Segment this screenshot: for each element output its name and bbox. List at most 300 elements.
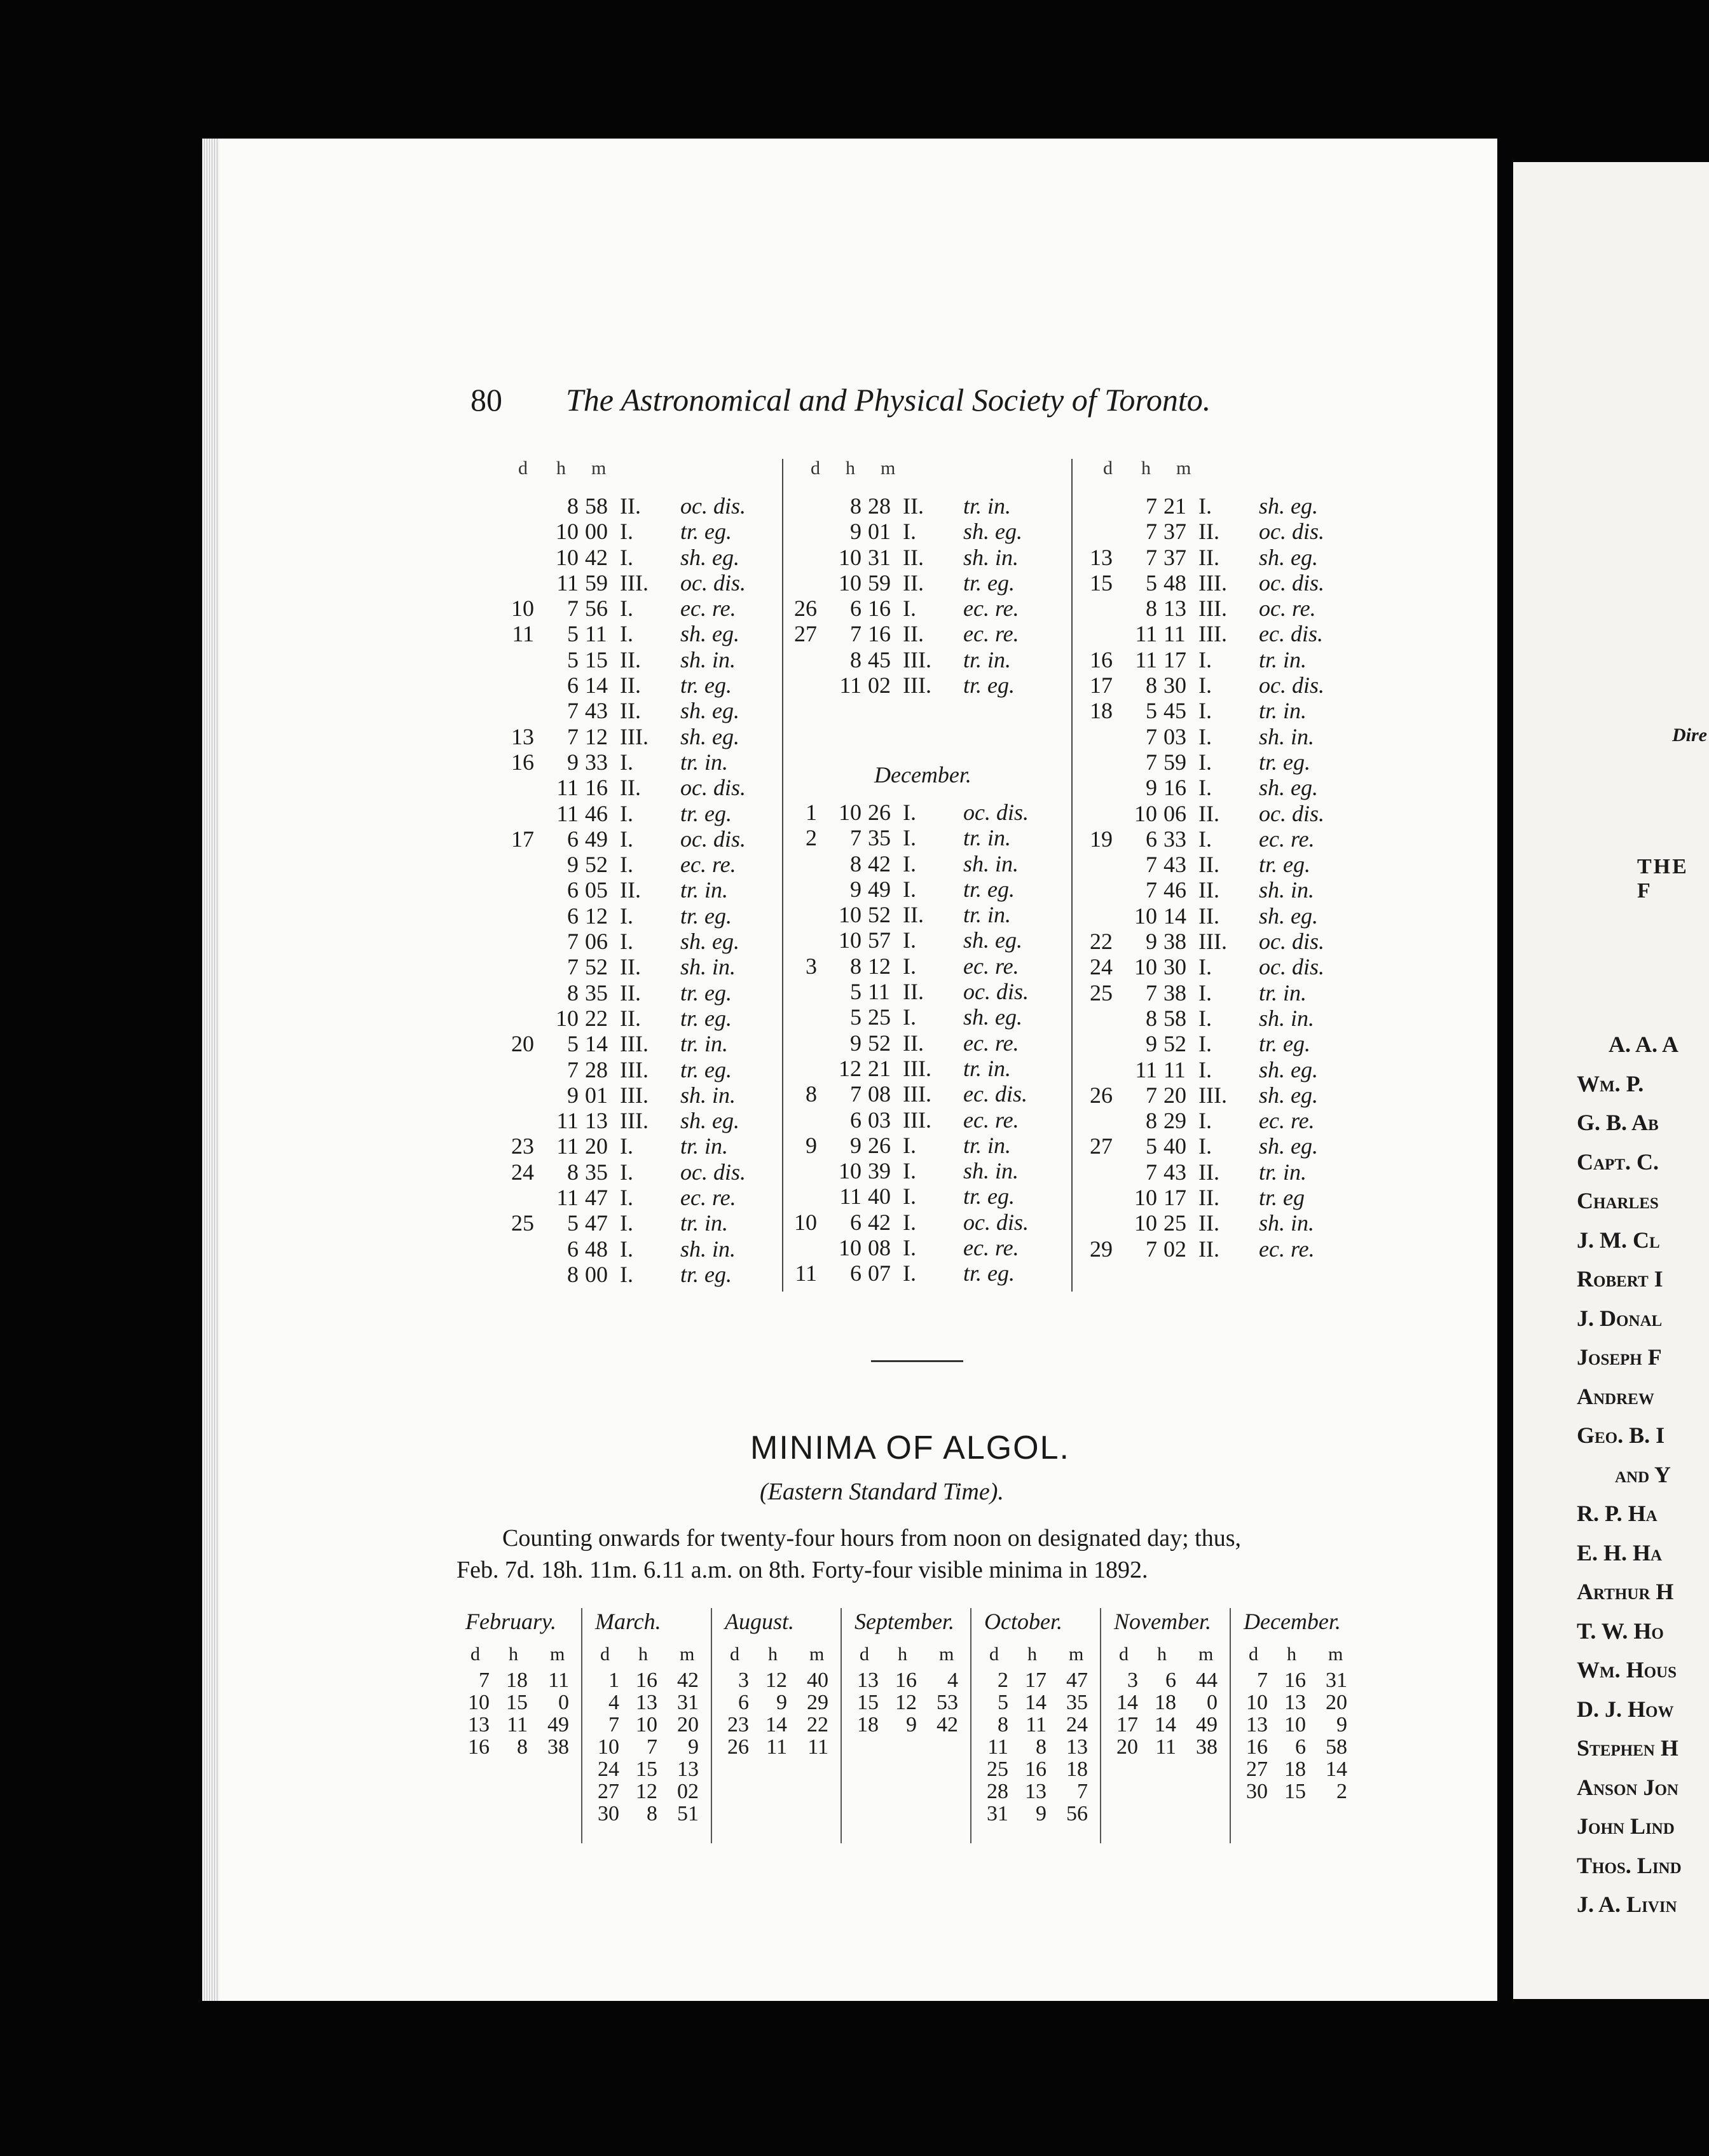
day: 13	[468, 1713, 490, 1736]
minute: 47	[585, 1185, 608, 1211]
phenomenon: oc. dis.	[963, 800, 1029, 825]
phenomenon: ec. dis.	[1259, 621, 1323, 647]
satellite: I.	[620, 1210, 633, 1236]
header-m: m	[809, 1644, 825, 1665]
hour: 11	[556, 1108, 579, 1134]
minimum-row	[587, 1736, 708, 1758]
minute: 57	[868, 927, 891, 953]
satellite: I.	[620, 1133, 633, 1159]
phenomenon: tr. in.	[680, 1031, 729, 1057]
minimum-row	[1236, 1758, 1357, 1780]
phenomenon: sh. eg.	[1259, 493, 1318, 519]
member-name: J. Donal	[1577, 1305, 1663, 1331]
day: 16	[511, 749, 534, 775]
minute: 06	[1163, 800, 1186, 826]
minimum-row	[1236, 1691, 1357, 1714]
phenomenon: oc. dis.	[1259, 929, 1324, 955]
minute: 12	[585, 723, 608, 749]
phenomenon: tr. in.	[1259, 1159, 1307, 1185]
minute: 38	[1196, 1735, 1218, 1759]
phenomenon: tr. in.	[963, 1055, 1012, 1081]
phenomenon: sh. eg.	[963, 519, 1022, 545]
hour: 16	[1025, 1757, 1047, 1781]
day: 24	[1090, 954, 1113, 980]
member-name: Arthur H	[1577, 1579, 1674, 1604]
day: 11	[795, 1260, 817, 1286]
minimum-row	[1236, 1669, 1357, 1691]
phenomenon: oc. dis.	[680, 775, 746, 801]
phenomenon: tr. eg.	[680, 903, 732, 929]
day: 13	[1090, 544, 1113, 570]
minute: 13	[1163, 596, 1186, 622]
member-name: J. M. Cl	[1577, 1227, 1660, 1253]
phenomenon: oc. dis.	[1259, 672, 1324, 699]
header-d: d	[1249, 1644, 1258, 1665]
minimum-row	[977, 1669, 1097, 1691]
hour: 11	[556, 1185, 579, 1211]
hour: 15	[1284, 1780, 1306, 1803]
hour: 14	[1025, 1691, 1047, 1714]
hour: 10	[1134, 800, 1157, 826]
satellite: I.	[903, 1235, 916, 1261]
day: 10	[598, 1735, 619, 1759]
phenomenon: sh. eg.	[1259, 1056, 1318, 1082]
satellite: I.	[903, 1260, 916, 1286]
hour: 7	[1146, 749, 1157, 775]
algol-intro-line-1: Counting onwards for twenty-four hours from noon on designated day; thus,	[502, 1525, 1241, 1552]
satellite: II.	[1198, 1210, 1219, 1236]
day: 17	[511, 826, 534, 852]
phenomenon: tr. in.	[680, 1210, 729, 1236]
hour: 6	[567, 672, 579, 699]
day: 8	[806, 1081, 817, 1107]
day: 15	[1090, 570, 1113, 596]
header-d: d	[518, 458, 528, 479]
member-name: Robert I	[1577, 1266, 1663, 1292]
day: 17	[1116, 1713, 1138, 1736]
page-number: 80	[470, 382, 502, 418]
satellite: III.	[1198, 621, 1227, 647]
satellite: III.	[1198, 929, 1227, 955]
phenomenon: oc. dis.	[680, 826, 746, 852]
hour: 7	[1146, 1236, 1157, 1262]
minute: 01	[585, 1082, 608, 1108]
member-name: J. A. Livin	[1577, 1892, 1677, 1917]
minute: 13	[1066, 1735, 1088, 1759]
header-d: d	[1119, 1644, 1129, 1665]
satellite: III.	[1198, 596, 1227, 622]
phenomenon: sh. in.	[680, 646, 736, 672]
phenomenon: tr. in.	[963, 646, 1012, 672]
member-name: Thos. Lind	[1577, 1852, 1682, 1878]
section-rule	[871, 1360, 963, 1362]
phenomenon: sh. in.	[1259, 1005, 1315, 1031]
minute: 30	[1163, 672, 1186, 699]
minute: 12	[868, 953, 891, 979]
satellite: I.	[620, 903, 633, 929]
satellite: II.	[903, 493, 924, 519]
minute: 58	[585, 493, 608, 519]
member-name: T. W. Ho	[1577, 1618, 1664, 1644]
day: 30	[598, 1802, 619, 1825]
satellite: II.	[1198, 903, 1219, 929]
hour: 7	[1146, 544, 1157, 570]
minute: 58	[1163, 1005, 1186, 1031]
minute: 03	[868, 1107, 891, 1133]
day: 25	[1090, 979, 1113, 1006]
header-d: d	[860, 1644, 869, 1665]
member-name: E. H. Ha	[1577, 1539, 1663, 1566]
satellite: II.	[1198, 519, 1219, 545]
minute: 37	[1163, 544, 1186, 570]
satellite: II.	[620, 775, 641, 801]
satellite: I.	[620, 621, 633, 647]
hour: 6	[850, 1107, 861, 1133]
hour: 8	[567, 1159, 579, 1185]
hour: 9	[1146, 929, 1157, 955]
minute: 58	[1326, 1735, 1347, 1759]
minimum-row	[977, 1780, 1097, 1803]
header-m: m	[1198, 1644, 1214, 1665]
day: 25	[511, 1210, 534, 1236]
phenomenon: tr. in.	[963, 825, 1012, 851]
satellite: II.	[903, 570, 924, 596]
hour: 5	[1146, 698, 1157, 724]
minute: 38	[547, 1735, 569, 1759]
satellite: I.	[1198, 723, 1212, 749]
day: 10	[511, 596, 534, 622]
minute: 52	[585, 954, 608, 980]
minute: 13	[585, 1108, 608, 1134]
hour: 12	[839, 1055, 861, 1081]
hour: 10	[839, 570, 861, 596]
minute: 25	[868, 1004, 891, 1030]
header-h: h	[1027, 1644, 1037, 1665]
member-name: Wm. P.	[1577, 1070, 1644, 1096]
day: 24	[511, 1159, 534, 1185]
satellite: II.	[620, 954, 641, 980]
month-divider	[581, 1608, 582, 1843]
member-name: G. B. Ab	[1577, 1110, 1659, 1135]
header-h: h	[1141, 458, 1151, 479]
satellite: I.	[620, 1185, 633, 1211]
minute: 30	[1163, 954, 1186, 980]
day: 27	[598, 1780, 619, 1803]
algol-title: MINIMA OF ALGOL.	[750, 1429, 1070, 1466]
day: 9	[806, 1132, 817, 1158]
hour: 16	[1284, 1668, 1306, 1692]
minimum-row	[458, 1714, 579, 1736]
minute: 9	[688, 1735, 699, 1759]
header-h: h	[768, 1644, 778, 1665]
phenomenon: ec. re.	[963, 596, 1019, 622]
satellite: III.	[903, 672, 931, 699]
hour: 6	[1146, 826, 1157, 852]
minute: 08	[868, 1081, 891, 1107]
phenomenon: tr. eg.	[680, 519, 732, 545]
phenomenon: ec. dis.	[963, 1081, 1027, 1107]
satellite: III.	[620, 1031, 649, 1057]
satellite: I.	[1198, 1005, 1212, 1031]
hour: 9	[776, 1691, 787, 1714]
day: 27	[794, 621, 817, 647]
column-divider	[1071, 459, 1073, 1292]
hour: 11	[556, 1133, 579, 1159]
phenomenon: tr. eg.	[1259, 852, 1310, 878]
algol-intro-line-2: Feb. 7d. 18h. 11m. 6.11 a.m. on 8th. Forty-four visible minima in 1892.	[456, 1557, 1148, 1583]
facing-page-heading: THE F	[1637, 855, 1689, 903]
minute: 35	[585, 979, 608, 1006]
hour: 10	[1134, 1185, 1157, 1211]
minute: 38	[1163, 929, 1186, 955]
minute: 03	[1163, 723, 1186, 749]
minimum-row	[977, 1803, 1097, 1825]
hour: 8	[567, 1261, 579, 1287]
minute: 31	[1326, 1668, 1347, 1692]
hour: 6	[850, 596, 861, 622]
phenomenon: oc. dis.	[963, 979, 1029, 1005]
day: 6	[738, 1691, 749, 1714]
day: 7	[479, 1668, 490, 1692]
phenomenon: tr. in.	[963, 902, 1012, 928]
satellite: I.	[903, 927, 916, 953]
hour: 8	[850, 493, 861, 519]
phenomenon: sh. in.	[963, 544, 1019, 570]
hour: 5	[567, 1210, 579, 1236]
month-name: March.	[595, 1609, 661, 1634]
satellite: I.	[903, 850, 916, 877]
phenomenon: tr. eg.	[1259, 1031, 1310, 1057]
header-h: h	[509, 1644, 518, 1665]
minute: 52	[868, 1030, 891, 1056]
minute: 20	[585, 1133, 608, 1159]
minute: 26	[868, 800, 891, 825]
minute: 01	[868, 519, 891, 545]
facing-page-fragment: Dire	[1672, 725, 1707, 746]
day: 24	[598, 1757, 619, 1781]
phenomenon: sh. eg.	[680, 621, 739, 647]
minute: 38	[1163, 979, 1186, 1006]
minute: 43	[1163, 852, 1186, 878]
hour: 6	[567, 826, 579, 852]
member-list	[1577, 1031, 1682, 1930]
minimum-row	[1236, 1736, 1357, 1758]
minute: 52	[585, 852, 608, 878]
phenomenon: tr. eg.	[963, 570, 1015, 596]
minute: 59	[585, 570, 608, 596]
minute: 16	[868, 621, 891, 647]
hour: 9	[1146, 1031, 1157, 1057]
satellite: I.	[1198, 493, 1212, 519]
hour: 8	[1146, 672, 1157, 699]
phenomenon: sh. eg.	[1259, 903, 1318, 929]
minute: 39	[868, 1158, 891, 1184]
satellite: I.	[620, 1159, 633, 1185]
hour: 9	[567, 1082, 579, 1108]
satellite: I.	[903, 596, 916, 622]
header-d: d	[1103, 458, 1113, 479]
phenomenon: sh. in.	[1259, 877, 1315, 903]
header-h: h	[638, 1644, 648, 1665]
hour: 6	[1165, 1668, 1176, 1692]
day: 13	[1246, 1713, 1268, 1736]
hour: 11	[1135, 646, 1157, 672]
hour: 10	[556, 544, 579, 570]
hour: 8	[850, 953, 861, 979]
day: 23	[727, 1713, 749, 1736]
phenomenon: tr. eg.	[963, 1260, 1015, 1286]
hour: 7	[567, 596, 579, 622]
hour: 11	[556, 775, 579, 801]
satellite: I.	[1198, 646, 1212, 672]
minute: 49	[585, 826, 608, 852]
minimum-row	[847, 1669, 968, 1691]
phenomenon: oc. re.	[1259, 596, 1316, 622]
hour: 8	[1036, 1735, 1047, 1759]
member-name: A. A. A	[1609, 1032, 1679, 1057]
satellite: I.	[903, 800, 916, 825]
minute: 11	[585, 621, 607, 647]
month-divider	[1100, 1608, 1101, 1843]
day: 27	[1090, 1133, 1113, 1159]
day: 17	[1090, 672, 1113, 699]
phenomenon: tr. eg.	[680, 1056, 732, 1082]
day: 3	[1127, 1668, 1138, 1692]
day: 13	[511, 723, 534, 749]
minute: 0	[558, 1691, 569, 1714]
satellite: I.	[620, 596, 633, 622]
hour: 10	[1284, 1713, 1306, 1736]
satellite: I.	[903, 825, 916, 851]
phenomenon: ec. re.	[963, 1107, 1019, 1133]
day: 19	[1090, 826, 1113, 852]
minute: 06	[585, 929, 608, 955]
day: 4	[608, 1691, 619, 1714]
phenomenon: sh. eg.	[963, 927, 1022, 953]
minute: 45	[868, 646, 891, 672]
hour: 10	[1134, 903, 1157, 929]
minute: 16	[585, 775, 608, 801]
member-name: Stephen H	[1577, 1735, 1678, 1761]
phenomenon: tr. eg.	[963, 1184, 1015, 1210]
minute: 00	[585, 519, 608, 545]
satellite: I.	[1198, 672, 1212, 699]
satellite: III.	[903, 1107, 931, 1133]
header-m: m	[1176, 458, 1191, 479]
header-h: h	[1287, 1644, 1296, 1665]
minute: 29	[807, 1691, 828, 1714]
satellite: III.	[620, 1082, 649, 1108]
minute: 35	[868, 825, 891, 851]
hour: 6	[567, 877, 579, 903]
phenomenon: sh. eg.	[680, 929, 739, 955]
phenomenon: oc. dis.	[1259, 570, 1324, 596]
header-m: m	[1328, 1644, 1343, 1665]
hour: 12	[765, 1668, 787, 1692]
satellite: II.	[1198, 1185, 1219, 1211]
minute: 46	[585, 800, 608, 826]
satellite: III.	[620, 570, 649, 596]
phenomenon: tr. eg.	[1259, 749, 1310, 775]
satellite: I.	[1198, 826, 1212, 852]
minute: 49	[1196, 1713, 1218, 1736]
minute: 40	[868, 1184, 891, 1210]
minima-rows	[717, 1669, 838, 1758]
minute: 28	[868, 493, 891, 519]
hour: 9	[1036, 1802, 1047, 1825]
day: 29	[1090, 1236, 1113, 1262]
hour: 9	[906, 1713, 917, 1736]
minute: 20	[677, 1713, 699, 1736]
minute: 42	[868, 850, 891, 877]
minimum-row	[717, 1736, 838, 1758]
minute: 31	[677, 1691, 699, 1714]
day: 7	[608, 1713, 619, 1736]
minute: 56	[585, 596, 608, 622]
minimum-row	[587, 1714, 708, 1736]
satellite: I.	[903, 1132, 916, 1158]
minute: 02	[1163, 1236, 1186, 1262]
phenomenon: ec. re.	[963, 621, 1019, 647]
hour: 9	[850, 519, 861, 545]
phenomenon: tr. in.	[1259, 979, 1307, 1006]
minimum-row	[458, 1669, 579, 1691]
phenomenon: tr. eg.	[963, 672, 1015, 699]
minimum-row	[587, 1803, 708, 1825]
phenomenon: sh. in.	[963, 1158, 1019, 1184]
satellite: II.	[620, 877, 641, 903]
satellite: II.	[1198, 877, 1219, 903]
hour: 11	[839, 672, 861, 699]
day: 7	[1257, 1668, 1268, 1692]
minimum-row	[1236, 1714, 1357, 1736]
minute: 43	[585, 698, 608, 724]
hour: 7	[647, 1735, 657, 1759]
member-name: Andrew	[1577, 1383, 1654, 1409]
hour: 8	[647, 1802, 657, 1825]
minimum-row	[1236, 1780, 1357, 1803]
phenomenon: sh. eg.	[680, 544, 739, 570]
minimum-row	[1106, 1669, 1227, 1691]
day: 3	[806, 953, 817, 979]
satellite: I.	[620, 852, 633, 878]
hour: 10	[839, 927, 861, 953]
day: 23	[511, 1133, 534, 1159]
satellite: III.	[903, 1055, 931, 1081]
minute: 43	[1163, 1159, 1186, 1185]
phenomenon: sh. in.	[1259, 723, 1315, 749]
hour: 10	[839, 1235, 861, 1261]
satellite: I.	[903, 1184, 916, 1210]
minute: 14	[1326, 1757, 1347, 1781]
minimum-row	[847, 1691, 968, 1714]
algol-subtitle: (Eastern Standard Time).	[760, 1478, 1004, 1505]
hour: 15	[636, 1757, 657, 1781]
satellite: III.	[903, 646, 931, 672]
satellite: I.	[620, 1236, 633, 1262]
hour: 9	[850, 876, 861, 902]
day: 10	[468, 1691, 490, 1714]
column-divider	[782, 459, 783, 1292]
day: 20	[1116, 1735, 1138, 1759]
satellite: I.	[620, 749, 633, 775]
header-m: m	[881, 458, 896, 479]
satellite: II.	[1198, 1236, 1219, 1262]
header-m: m	[1069, 1644, 1084, 1665]
satellite: I.	[903, 1158, 916, 1184]
minima-rows	[1236, 1669, 1357, 1803]
algol-minima-table	[458, 1608, 1367, 1850]
